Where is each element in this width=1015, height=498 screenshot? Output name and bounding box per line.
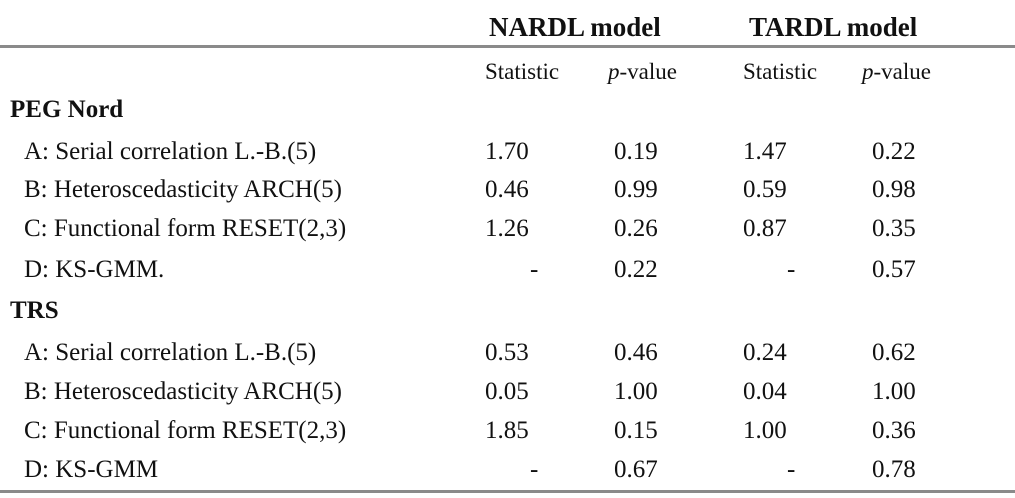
tardl-p-value-cell: 0.36: [872, 417, 916, 444]
row-label: A: Serial correlation L.-B.(5): [24, 339, 317, 366]
nardl-statistic-cell: -: [530, 256, 539, 283]
section-title-peg-nord: PEG Nord: [10, 96, 124, 123]
nardl-p-symbol: p: [608, 59, 620, 84]
nardl-p-value-cell: 0.67: [614, 456, 658, 483]
nardl-statistic-cell: 0.46: [485, 176, 529, 203]
tardl-p-value-cell: 0.78: [872, 456, 916, 483]
nardl-p-value-cell: 0.46: [614, 339, 658, 366]
nardl-p-value-cell: 0.15: [614, 417, 658, 444]
nardl-model-header: NARDL model: [489, 12, 661, 42]
top-rule: [0, 45, 1015, 48]
nardl-p-value-cell: 0.26: [614, 215, 658, 242]
row-label: A: Serial correlation L.-B.(5): [24, 138, 317, 165]
tardl-statistic-cell: 0.87: [743, 215, 787, 242]
tardl-p-value-cell: 1.00: [872, 378, 916, 405]
row-label: B: Heteroscedasticity ARCH(5): [24, 378, 342, 405]
nardl-statistic-cell: 1.26: [485, 215, 529, 242]
tardl-p-value-suffix: -value: [873, 59, 931, 84]
tardl-p-value-cell: 0.98: [872, 176, 916, 203]
nardl-p-value-cell: 0.22: [614, 256, 658, 283]
row-label: C: Functional form RESET(2,3): [24, 215, 347, 242]
nardl-statistic-cell: 0.05: [485, 378, 529, 405]
tardl-statistic-cell: 0.04: [743, 378, 787, 405]
nardl-p-value-cell: 1.00: [614, 378, 658, 405]
tardl-p-value-cell: 0.62: [872, 339, 916, 366]
nardl-statistic-cell: 1.70: [485, 138, 529, 165]
tardl-statistic-header: Statistic: [743, 59, 818, 84]
tardl-statistic-cell: -: [787, 256, 796, 283]
section-title-trs: TRS: [10, 297, 59, 324]
tardl-p-value-cell: 0.57: [872, 256, 916, 283]
tardl-p-value-cell: 0.35: [872, 215, 916, 242]
row-label: B: Heteroscedasticity ARCH(5): [24, 176, 342, 203]
tardl-p-value-header: [862, 60, 931, 83]
row-label: D: KS-GMM.: [24, 256, 165, 283]
tardl-statistic-cell: 1.47: [743, 138, 787, 165]
row-label: D: KS-GMM: [24, 456, 159, 483]
nardl-p-value-cell: 0.19: [614, 138, 658, 165]
tardl-model-header: TARDL model: [749, 12, 918, 42]
nardl-p-value-cell: 0.99: [614, 176, 658, 203]
tardl-statistic-cell: 0.24: [743, 339, 787, 366]
tardl-statistic-cell: -: [787, 456, 796, 483]
bottom-rule: [0, 490, 1015, 493]
nardl-p-value-suffix: -value: [619, 59, 677, 84]
nardl-statistic-header: Statistic: [485, 59, 560, 84]
nardl-statistic-cell: -: [530, 456, 539, 483]
row-label: C: Functional form RESET(2,3): [24, 417, 347, 444]
nardl-statistic-cell: 1.85: [485, 417, 529, 444]
tardl-p-value-cell: 0.22: [872, 138, 916, 165]
nardl-p-value-header: [608, 60, 677, 83]
tardl-p-symbol: p: [862, 59, 874, 84]
tardl-statistic-cell: 0.59: [743, 176, 787, 203]
nardl-statistic-cell: 0.53: [485, 339, 529, 366]
tardl-statistic-cell: 1.00: [743, 417, 787, 444]
